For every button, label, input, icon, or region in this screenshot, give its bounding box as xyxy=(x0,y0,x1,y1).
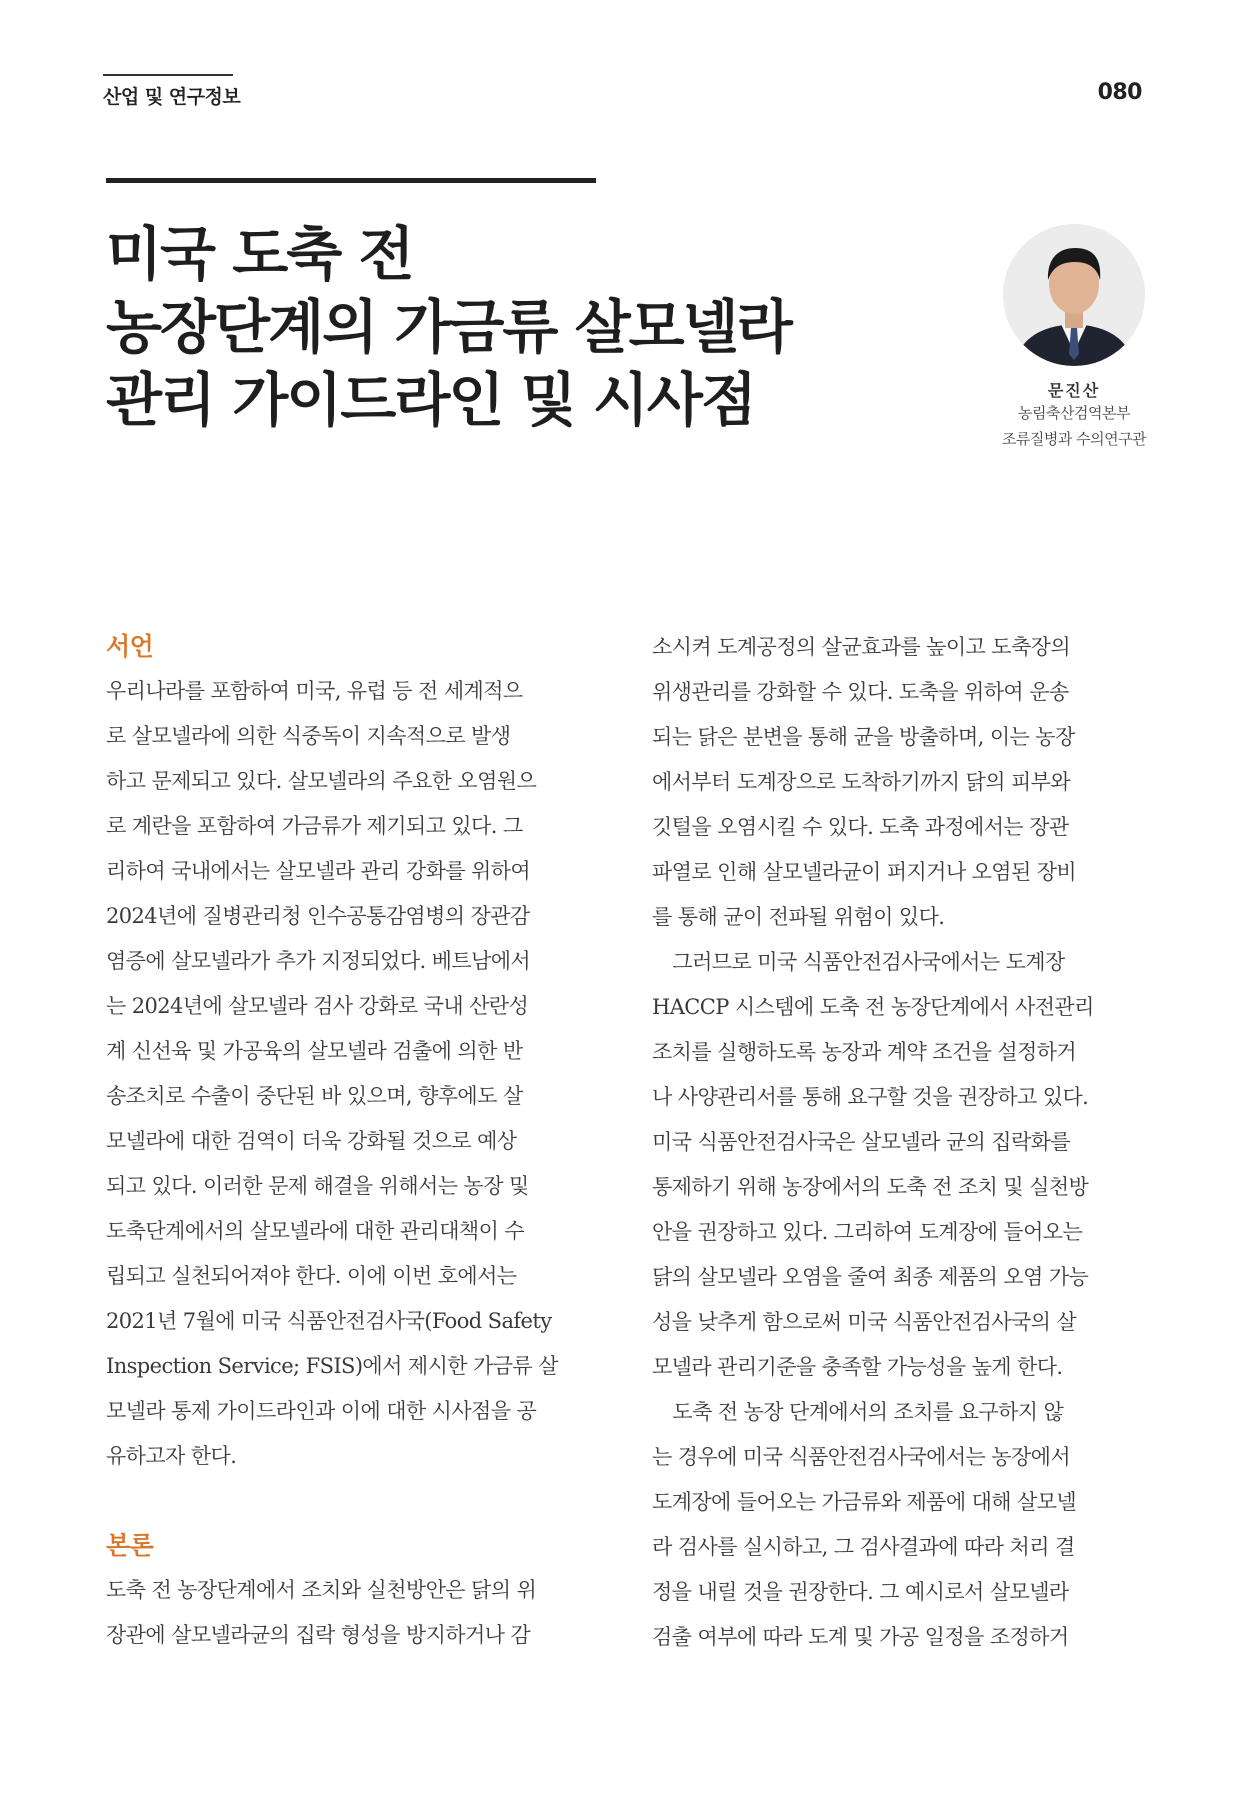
paragraph-line: 우리나라를 포함하여 미국, 유럽 등 전 세계적으 xyxy=(106,679,523,703)
paragraph-line: 도계장에 들어오는 가금류와 제품에 대해 살모넬 xyxy=(652,1490,1077,1514)
paragraph-line: 검출 여부에 따라 도계 및 가공 일정을 조정하거 xyxy=(652,1625,1069,1649)
paragraph-line: 정을 내릴 것을 권장한다. 그 예시로서 살모넬라 xyxy=(652,1580,1069,1604)
paragraph-line: HACCP 시스템에 도축 전 농장단계에서 사전관리 xyxy=(652,995,1094,1019)
paragraph-line: 되고 있다. 이러한 문제 해결을 위해서는 농장 및 xyxy=(106,1174,529,1198)
author-role: 조류질병과 수의연구관 xyxy=(1001,430,1147,448)
paragraph-line: 모넬라 통제 가이드라인과 이에 대한 시사점을 공 xyxy=(106,1399,537,1423)
paragraph-line: 파열로 인해 살모넬라균이 퍼지거나 오염된 장비 xyxy=(652,860,1077,884)
title-rule xyxy=(106,178,596,183)
paragraph-line: 소시켜 도계공정의 살균효과를 높이고 도축장의 xyxy=(652,635,1071,659)
paragraph-line: 되는 닭은 분변을 통해 균을 방출하며, 이는 농장 xyxy=(652,725,1075,749)
paragraph-line: 안을 권장하고 있다. 그리하여 도계장에 들어오는 xyxy=(652,1220,1083,1244)
section-label: 산업 및 연구정보 xyxy=(103,86,241,108)
paragraph-line: 로 살모넬라에 의한 식중독이 지속적으로 발생 xyxy=(106,724,511,748)
body-heading: 본론 xyxy=(106,1531,154,1560)
paragraph-line: 2021년 7월에 미국 식품안전검사국(Food Safety xyxy=(106,1309,552,1333)
article-title xyxy=(106,218,806,437)
paragraph-line: 성을 낮추게 함으로써 미국 식품안전검사국의 살 xyxy=(652,1310,1077,1334)
paragraph-line: 그러므로 미국 식품안전검사국에서는 도계장 xyxy=(652,950,1065,974)
title-line: 농장단계의 가금류 살모넬라 xyxy=(106,293,791,361)
paragraph-line: 염증에 살모넬라가 추가 지정되었다. 베트남에서 xyxy=(106,949,531,973)
paragraph-line: 유하고자 한다. xyxy=(106,1444,237,1468)
paragraph-line: 장관에 살모넬라균의 집락 형성을 방지하거나 감 xyxy=(106,1623,531,1647)
paragraph-line: 라 검사를 실시하고, 그 검사결과에 따라 처리 결 xyxy=(652,1535,1075,1559)
paragraph-line: 도축 전 농장단계에서 조치와 실천방안은 닭의 위 xyxy=(106,1578,537,1602)
paragraph-line: 리하여 국내에서는 살모넬라 관리 강화를 위하여 xyxy=(106,859,531,883)
paragraph-line: 송조치로 수출이 중단된 바 있으며, 향후에도 살 xyxy=(106,1084,523,1108)
title-line: 관리 가이드라인 및 시사점 xyxy=(106,366,755,434)
paragraph-line: 를 통해 균이 전파될 위험이 있다. xyxy=(652,905,945,929)
paragraph-line: 나 사양관리서를 통해 요구할 것을 권장하고 있다. xyxy=(652,1085,1089,1109)
paragraph-line: 깃털을 오염시킬 수 있다. 도축 과정에서는 장관 xyxy=(652,815,1069,839)
paragraph-line: 는 2024년에 살모넬라 검사 강화로 국내 산란성 xyxy=(106,994,529,1018)
paragraph-line: 닭의 살모넬라 오염을 줄여 최종 제품의 오염 가능 xyxy=(652,1265,1089,1289)
header-rule xyxy=(103,74,233,76)
paragraph-line: Inspection Service; FSIS)에서 제시한 가금류 살 xyxy=(106,1354,558,1378)
paragraph-line: 조치를 실행하도록 농장과 계약 조건을 설정하거 xyxy=(652,1040,1077,1064)
author-name: 문진산 xyxy=(1047,381,1101,400)
paragraph-line: 통제하기 위해 농장에서의 도축 전 조치 및 실천방 xyxy=(652,1175,1089,1199)
paragraph-line: 모넬라 관리기준을 충족할 가능성을 높게 한다. xyxy=(652,1355,1063,1379)
intro-heading: 서언 xyxy=(106,632,154,661)
author-organization: 농림축산검역본부 xyxy=(1018,404,1130,422)
right-column xyxy=(652,625,1142,1660)
paragraph-line: 립되고 실천되어져야 한다. 이에 이번 호에서는 xyxy=(106,1264,517,1288)
author-photo xyxy=(1003,224,1145,366)
author-portrait-icon xyxy=(1003,224,1145,366)
title-line: 미국 도축 전 xyxy=(106,220,413,288)
paragraph-line: 2024년에 질병관리청 인수공통감염병의 장관감 xyxy=(106,904,530,928)
paragraph-line: 하고 문제되고 있다. 살모넬라의 주요한 오염원으 xyxy=(106,769,537,793)
paragraph-line: 로 계란을 포함하여 가금류가 제기되고 있다. 그 xyxy=(106,814,523,838)
paragraph-line: 는 경우에 미국 식품안전검사국에서는 농장에서 xyxy=(652,1445,1071,1469)
paragraph-line: 미국 식품안전검사국은 살모넬라 균의 집락화를 xyxy=(652,1130,1071,1154)
paragraph-line: 계 신선육 및 가공육의 살모넬라 검출에 의한 반 xyxy=(106,1039,523,1063)
paragraph-line: 위생관리를 강화할 수 있다. 도축을 위하여 운송 xyxy=(652,680,1069,704)
paragraph-line: 에서부터 도계장으로 도착하기까지 닭의 피부와 xyxy=(652,770,1071,794)
paragraph-line: 도축단계에서의 살모넬라에 대한 관리대책이 수 xyxy=(106,1219,525,1243)
left-column xyxy=(106,625,596,1658)
paragraph-line: 도축 전 농장 단계에서의 조치를 요구하지 않 xyxy=(652,1400,1064,1424)
page-number: 080 xyxy=(1097,80,1142,105)
paragraph-line: 모넬라에 대한 검역이 더욱 강화될 것으로 예상 xyxy=(106,1129,517,1153)
